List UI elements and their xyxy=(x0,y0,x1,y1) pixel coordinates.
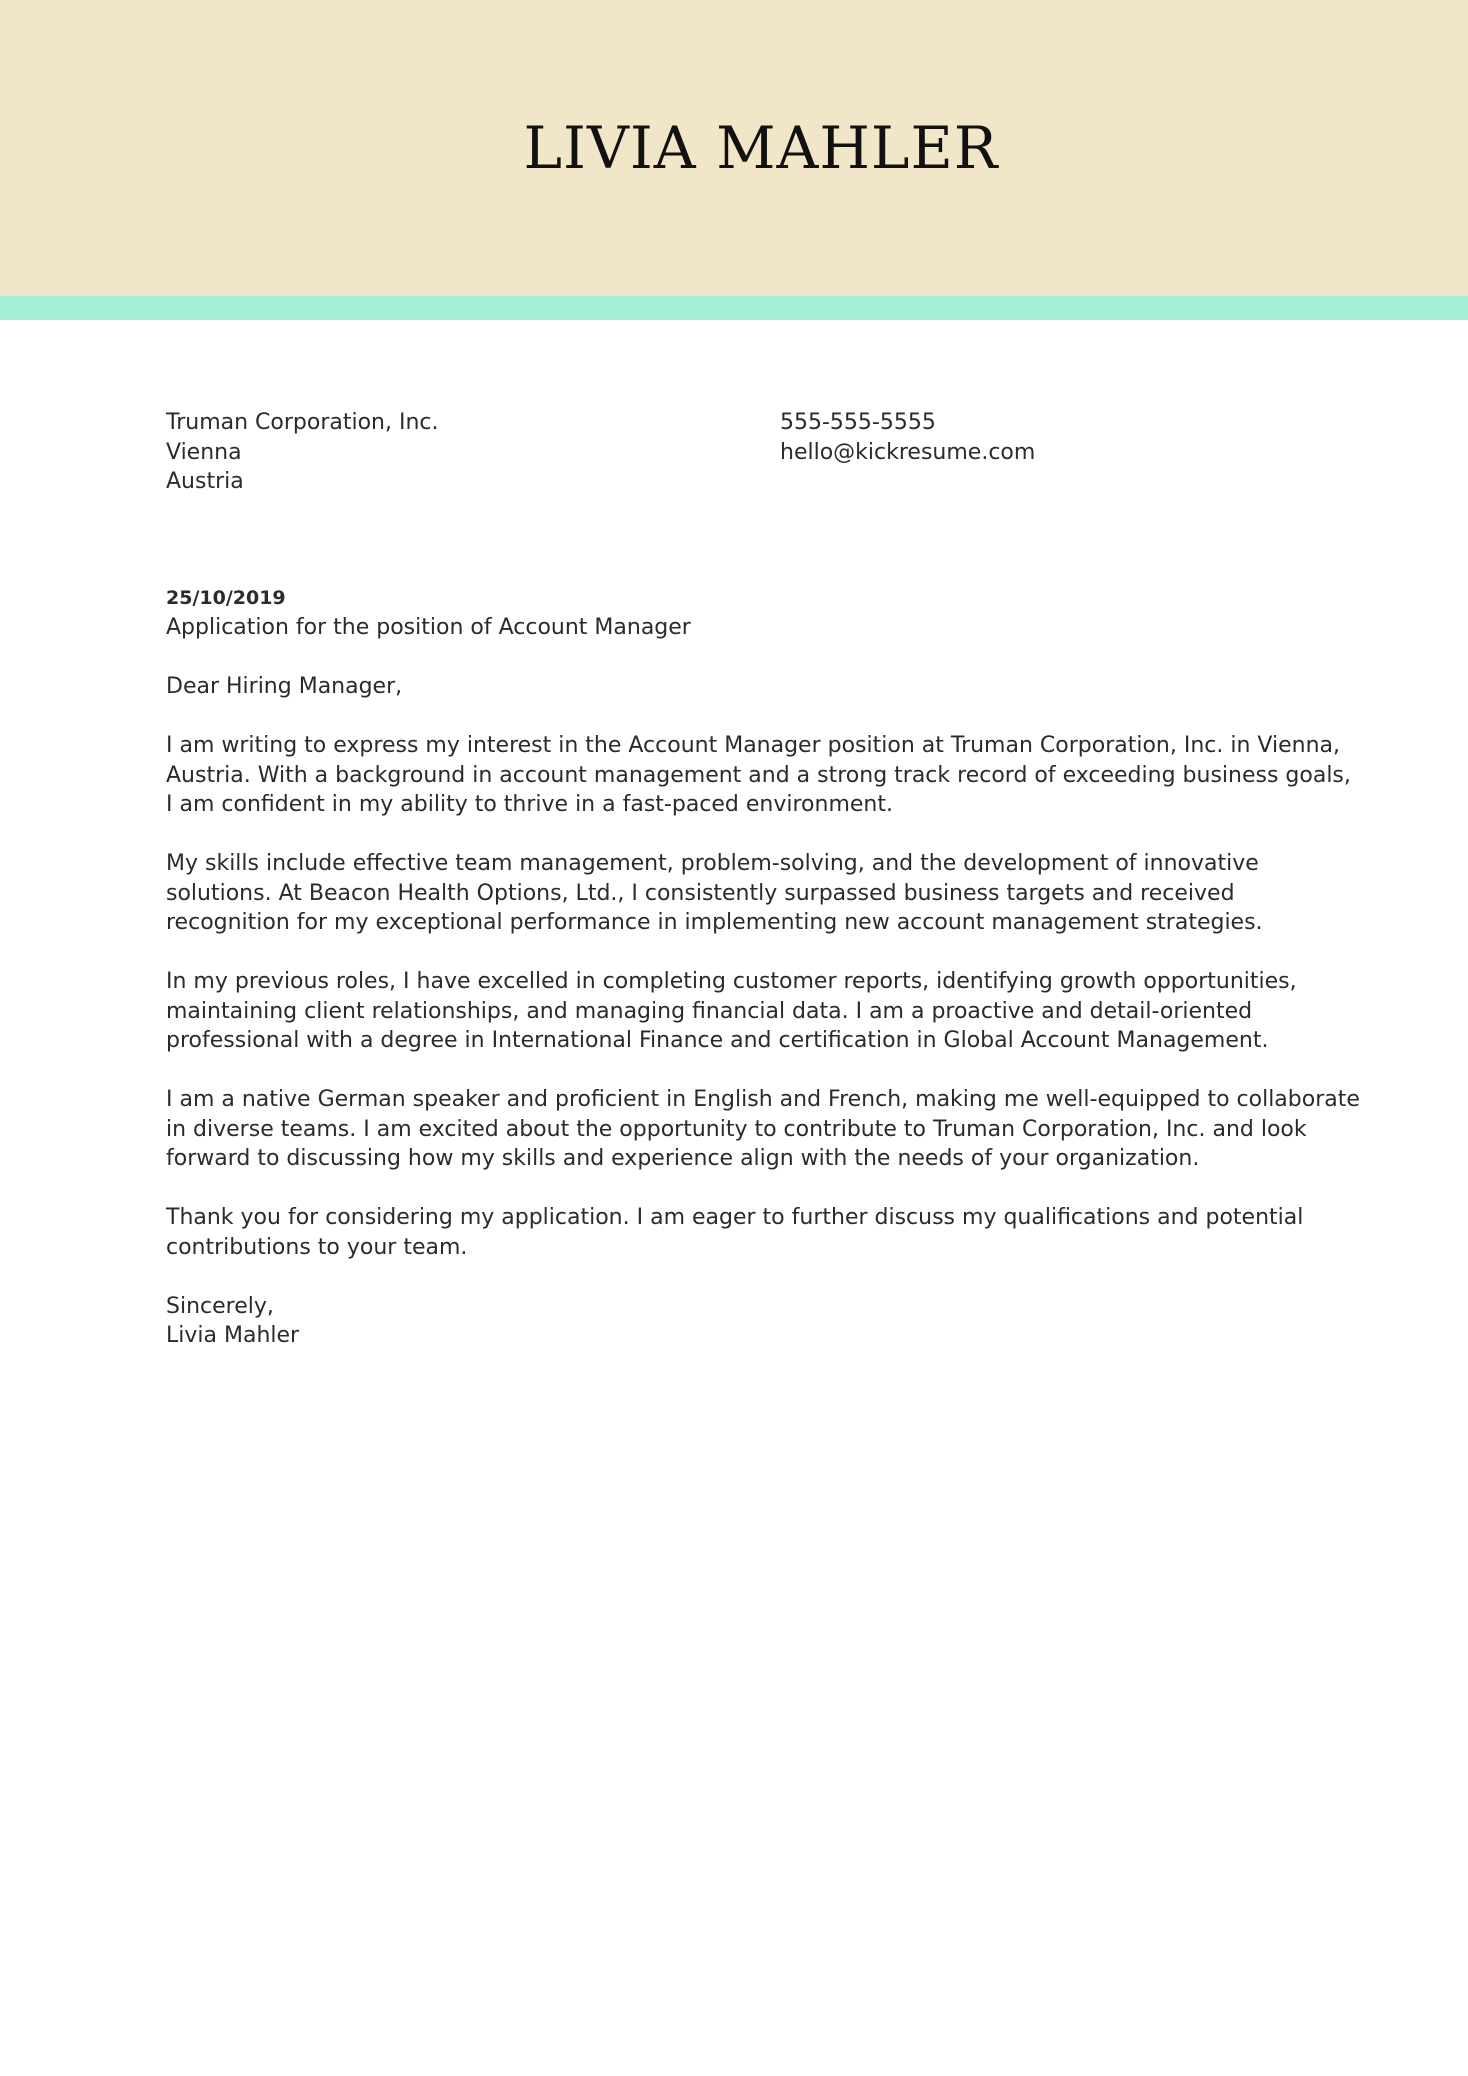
recipient-company: Truman Corporation, Inc. xyxy=(166,410,439,435)
letter-paragraph: My skills include effective team management, problem-solving, and the development of innovative solutions. At Beacon Health Options, Ltd., I consistently surpassed business targets and received recognition for my exceptional performance in implementing new account management strategies. xyxy=(166,851,1263,935)
contact-email: hello@kickresume.com xyxy=(780,439,1036,465)
accent-bar xyxy=(0,296,1468,320)
recipient-city: Vienna xyxy=(166,439,242,465)
contact-phone: 555-555-5555 xyxy=(780,410,936,435)
letter-closing: Sincerely, xyxy=(166,1293,274,1319)
letter-body xyxy=(166,613,1361,1351)
letter-salutation: Dear Hiring Manager, xyxy=(166,674,403,699)
letter-signoff xyxy=(166,1292,1361,1351)
applicant-name: LIVIA MAHLER xyxy=(523,114,999,182)
letter-paragraph: Thank you for considering my application. I am eager to further discuss my qualifications and potential contributions to your team. xyxy=(166,1205,1304,1260)
letter-signature: Livia Mahler xyxy=(166,1323,300,1348)
recipient-address xyxy=(166,408,439,497)
letter-paragraph: In my previous roles, I have excelled in completing customer reports, identifying growth opportunities, maintaining client relationships, and managing financial data. I am a proactive and detail-oriented professional with a degree in International Finance and certification in Global Account Management. xyxy=(166,969,1297,1053)
recipient-country: Austria xyxy=(166,469,244,494)
contact-info xyxy=(780,408,1035,467)
letter-paragraph: I am writing to express my interest in the Account Manager position at Truman Corporation, Inc. in Vienna, Austria. With a background in account management and a strong track record of exceeding business goals, I am confident in my ability to thrive in a fast-paced environment. xyxy=(166,733,1351,817)
letter-paragraph: I am a native German speaker and proficient in English and French, making me well-equipped to collaborate in diverse teams. I am excited about the opportunity to contribute to Truman Corporation, Inc. and look forward to discussing how my skills and experience align with the needs of your organization. xyxy=(166,1087,1360,1171)
letter-date: 25/10/2019 xyxy=(166,587,286,609)
letter-subject: Application for the position of Account Manager xyxy=(166,615,691,640)
